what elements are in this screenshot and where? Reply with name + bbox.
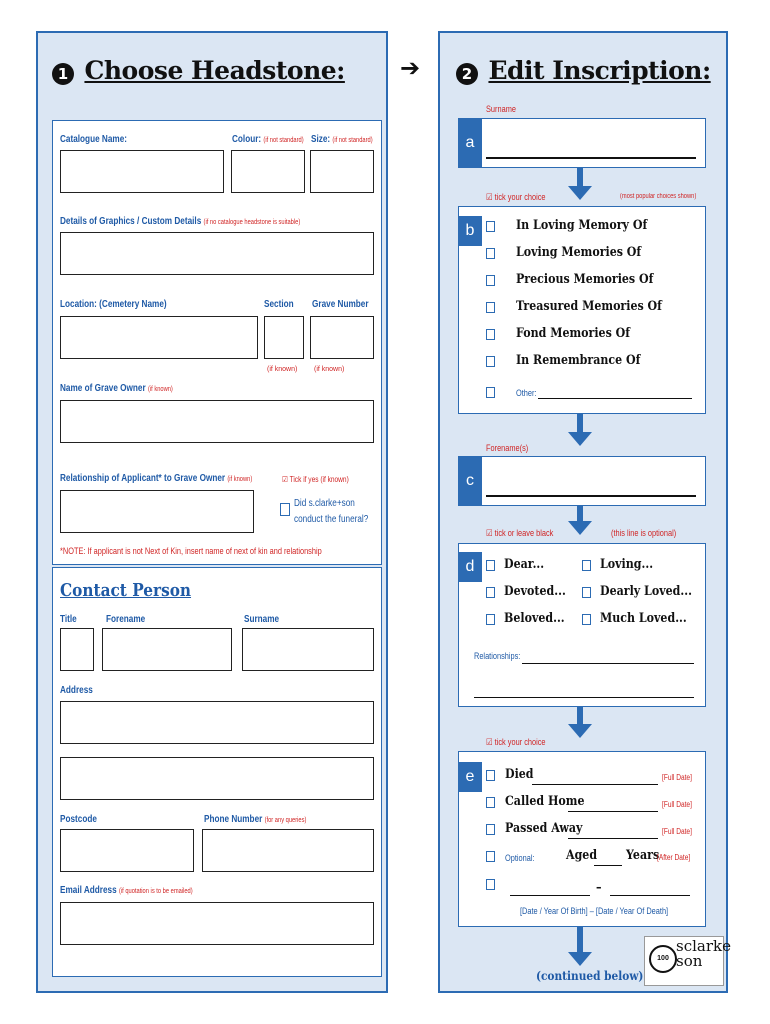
passed-away-label: Passed Away	[505, 821, 583, 836]
surname-line[interactable]	[486, 145, 696, 159]
relationship-checkbox[interactable]	[486, 614, 495, 625]
contact-person-title: Contact Person	[60, 580, 192, 601]
opening-option-other[interactable]: Other:	[486, 384, 696, 411]
forename-field[interactable]	[102, 628, 232, 671]
optional-label: Optional:	[505, 853, 535, 863]
opening-checkbox[interactable]	[486, 248, 495, 259]
arrow-b-c-head	[568, 432, 592, 446]
funeral-checkbox[interactable]	[280, 503, 290, 516]
grave-owner-field[interactable]	[60, 400, 374, 443]
email-label: Email Address (if quotation is to be emailed)	[60, 885, 193, 896]
section-field[interactable]	[264, 316, 304, 359]
birth-death-note: [Date / Year Of Birth] – [Date / Year Of Death]	[520, 906, 669, 916]
passed-away-checkbox[interactable]	[486, 824, 495, 835]
relationships-line-2[interactable]	[474, 684, 694, 698]
passed-away-full-date: [Full Date]	[662, 827, 692, 836]
relationship-checkbox[interactable]	[486, 587, 495, 598]
postcode-field[interactable]	[60, 829, 194, 872]
next-of-kin-note: *NOTE: If applicant is not Next of Kin, insert name of next of kin and relationship	[60, 546, 322, 556]
section-label: Section	[264, 299, 294, 310]
relationship-option[interactable]: Dearly Loved...	[582, 584, 698, 611]
funeral-question: Did s.clarke+son conduct the funeral?	[294, 498, 369, 525]
other-line[interactable]	[538, 384, 692, 399]
passed-away-line[interactable]	[568, 825, 658, 839]
years-label: Years	[626, 848, 660, 863]
relationship-option[interactable]: Much Loved...	[582, 611, 698, 638]
opening-checkbox[interactable]	[486, 356, 495, 367]
custom-details-field[interactable]	[60, 232, 374, 275]
section-c-tag: c	[458, 456, 482, 506]
logo-wordmark: sclarke son	[676, 937, 731, 970]
called-home-line[interactable]	[568, 798, 658, 812]
other-checkbox[interactable]	[486, 387, 495, 398]
relationship-field[interactable]	[60, 490, 254, 533]
phone-number-label: Phone Number (for any queries)	[204, 814, 307, 825]
opening-checkbox[interactable]	[486, 275, 495, 286]
aged-line[interactable]	[594, 852, 622, 866]
death-date-line[interactable]	[610, 882, 690, 896]
title-field[interactable]	[60, 628, 94, 671]
opening-option[interactable]: In Loving Memory Of	[486, 218, 696, 245]
address-label: Address	[60, 685, 93, 696]
aged-checkbox[interactable]	[486, 851, 495, 862]
size-label: Size: (if not standard)	[311, 134, 373, 145]
section-e-tag: e	[458, 762, 482, 792]
catalogue-name-label: Catalogue Name:	[60, 134, 127, 145]
surname-caption: Surname	[486, 104, 516, 114]
sclarke-son-logo	[644, 936, 731, 986]
dates-checkbox[interactable]	[486, 879, 495, 890]
tick-or-leave-note: ☑ tick or leave black	[486, 528, 554, 538]
arrow-a-b-head	[568, 186, 592, 200]
size-field[interactable]	[310, 150, 374, 193]
edit-inscription-title: Edit Inscription:	[488, 56, 711, 85]
section-if-known: (if known)	[267, 366, 298, 373]
colour-label: Colour: (if not standard)	[232, 134, 304, 145]
relationship-option[interactable]: Devoted...	[486, 584, 582, 611]
relationship-option[interactable]: Loving...	[582, 557, 698, 584]
relationship-option[interactable]: Beloved...	[486, 611, 582, 638]
location-label: Location: (Cemetery Name)	[60, 299, 167, 310]
birth-date-line[interactable]	[510, 882, 590, 896]
step-one-heading	[52, 56, 372, 90]
address-field-1[interactable]	[60, 701, 374, 744]
opening-option[interactable]: Loving Memories Of	[486, 245, 696, 272]
next-step-arrow: ➔	[400, 54, 421, 82]
section-b-tag: b	[458, 216, 482, 246]
relationship-right-column	[582, 557, 698, 638]
forename-label: Forename	[106, 614, 146, 625]
died-label: Died	[505, 767, 534, 782]
grave-number-if-known: (if known)	[314, 366, 345, 373]
step-one-number: 1	[52, 63, 74, 85]
arrow-d-e-head	[568, 724, 592, 738]
continued-below-note: (continued below)	[536, 969, 644, 983]
arrow-continue	[577, 927, 583, 955]
opening-checkbox[interactable]	[486, 221, 495, 232]
popular-choices-note: (most popular choices shown)	[620, 193, 697, 200]
relationship-label: Relationship of Applicant* to Grave Owner (if known)	[60, 473, 253, 484]
called-home-full-date: [Full Date]	[662, 800, 692, 809]
surname-box	[458, 118, 706, 168]
catalogue-name-field[interactable]	[60, 150, 224, 193]
tick-choice-b: ☑ tick your choice	[486, 192, 546, 202]
relationship-checkbox[interactable]	[582, 587, 591, 598]
optional-line-note: (this line is optional)	[611, 528, 677, 538]
relationships-line-1[interactable]	[522, 650, 694, 664]
grave-number-label: Grave Number	[312, 299, 369, 310]
called-home-checkbox[interactable]	[486, 797, 495, 808]
surname-label: Surname	[244, 614, 280, 625]
tick-choice-e: ☑ tick your choice	[486, 737, 546, 747]
surname-field[interactable]	[242, 628, 374, 671]
relationship-option[interactable]: Dear...	[486, 557, 582, 584]
title-label: Title	[60, 614, 77, 625]
address-field-2[interactable]	[60, 757, 374, 800]
centenary-seal: 100	[649, 945, 677, 973]
section-d-tag: d	[458, 552, 482, 582]
aged-label: Aged	[566, 848, 598, 863]
relationship-left-column	[486, 557, 582, 638]
opening-checkbox[interactable]	[486, 329, 495, 340]
tick-if-yes-note: ☑ Tick if yes (if known)	[282, 475, 349, 484]
relationship-checkbox[interactable]	[486, 560, 495, 571]
email-field[interactable]	[60, 902, 374, 945]
section-a-tag: a	[458, 118, 482, 168]
called-home-label: Called Home	[505, 794, 585, 809]
relationships-label: Relationships:	[474, 651, 521, 661]
relationship-checkbox[interactable]	[582, 560, 591, 571]
choose-headstone-title: Choose Headstone:	[84, 56, 345, 85]
opening-option[interactable]: Fond Memories Of	[486, 326, 696, 353]
died-checkbox[interactable]	[486, 770, 495, 781]
forenames-line[interactable]	[486, 483, 696, 497]
colour-field[interactable]	[231, 150, 305, 193]
forenames-caption: Forename(s)	[486, 443, 529, 453]
phone-number-field[interactable]	[202, 829, 374, 872]
arrow-c-d-head	[568, 521, 592, 535]
died-full-date: [Full Date]	[662, 773, 692, 782]
after-date-note: [After Date]	[657, 853, 691, 862]
relationship-checkbox[interactable]	[582, 614, 591, 625]
arrow-continue-head	[568, 952, 592, 966]
grave-number-field[interactable]	[310, 316, 374, 359]
opening-option[interactable]: In Remembrance Of	[486, 353, 696, 380]
grave-owner-label: Name of Grave Owner (if known)	[60, 383, 173, 394]
custom-details-label: Details of Graphics / Custom Details (if no catalogue headstone is suitable)	[60, 216, 301, 227]
opening-phrase-list	[486, 218, 696, 411]
dates-dash: –	[596, 880, 602, 895]
opening-option[interactable]: Precious Memories Of	[486, 272, 696, 299]
forenames-box	[458, 456, 706, 506]
opening-option[interactable]: Treasured Memories Of	[486, 299, 696, 326]
step-two-heading	[456, 56, 726, 90]
location-field[interactable]	[60, 316, 258, 359]
step-two-number: 2	[456, 63, 478, 85]
postcode-label: Postcode	[60, 814, 97, 825]
died-line[interactable]	[532, 771, 658, 785]
opening-checkbox[interactable]	[486, 302, 495, 313]
